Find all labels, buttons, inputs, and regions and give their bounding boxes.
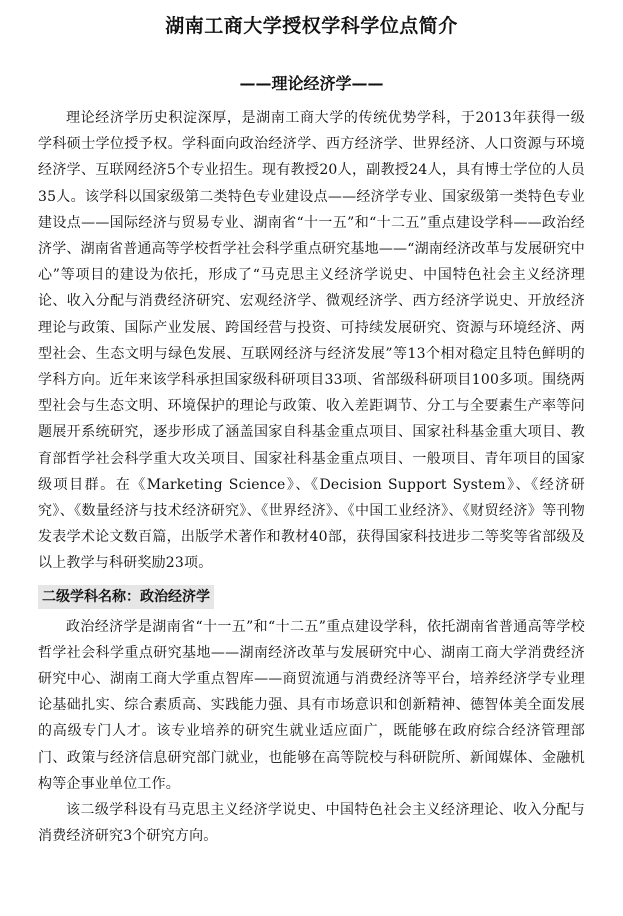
document-title: 湖南工商大学授权学科学位点简介 [165, 15, 458, 37]
subdiscipline-block [38, 577, 585, 614]
subdiscipline-label: 二级学科名称：政治经济学 [38, 585, 214, 609]
section-heading: ——理论经济学—— [239, 74, 384, 93]
subdiscipline-paragraph: 政治经济学是湖南省“十一五”和“十二五”重点建设学科，依托湖南省普通高等学校哲学社会科学重点研究基地——湖南经济改革与发展研究中心、湖南工商大学消费经济研究中心、湖南工商大学重点智库——商贸流通与消费经济等平台，培养经济学专业理论基础扎实、综合素质高、实践能力强、具有市场意识和创新精神、德智体美全面发展的高级专门人才。该专业培养的研究生就业适应面广，既能够在政府综合经济管理部门、政策与经济信息研究部门就业，也能够在高等院校与科研院所、新闻媒体、金融机构等企事业单位工作。 [38, 618, 585, 792]
discipline-paragraph: 理论经济学历史积淀深厚，是湖南工商大学的传统优势学科，于2013年获得一级学科硕士学位授予权。学科面向政治经济学、西方经济学、世界经济、人口资源与环境经济学、互联网经济5个专业招生。现有教授20人，副教授24人，具有博士学位的人员35人。该学科以国家级第二类特色专业建设点——经济学专业、国家级第一类特色专业建设点——国际经济与贸易专业、湖南省“十一五”和“十二五”重点建设学科——政治经济学、湖南省普通高等学校哲学社会科学重点研究基地——“湖南经济改革与发展研究中心”等项目的建设为依托，形成了“马克思主义经济学说史、中国特色社会主义经济理论、收入分配与消费经济研究、宏观经济学、微观经济学、西方经济学说史、开放经济理论与政策、国际产业发展、跨国经营与投资、可持续发展研究、资源与环境经济、两型社会、生态文明与绿色发展、互联网经济与经济发展”等13个相对稳定且特色鲜明的学科方向。近年来该学科承担国家级科研项目33项、省部级科研项目100多项。围绕两型社会与生态文明、环境保护的理论与政策、收入差距调节、分工与全要素生产率等问题展开系统研究，逐步形成了涵盖国家自科基金重点项目、国家社科基金重大项目、教育部哲学社会科学重大攻关项目、国家社科基金重点项目、一般项目、青年项目的国家级项目群。在《Marketing Science》、《Decision Support System》、《经济研究》、《数量经济与技术经济研究》、《世界经济》、《中国工业经济》、《财贸经济》等刊物发表学术论文数百篇，出版学术著作和教材40部，获得国家科技进步二等奖等省部级及以上教学与科研奖励23项。 [38, 110, 585, 572]
subdiscipline-research-directions: 该二级学科设有马克思主义经济学说史、中国特色社会主义经济理论、收入分配与消费经济研究3个研究方向。 [38, 802, 585, 845]
